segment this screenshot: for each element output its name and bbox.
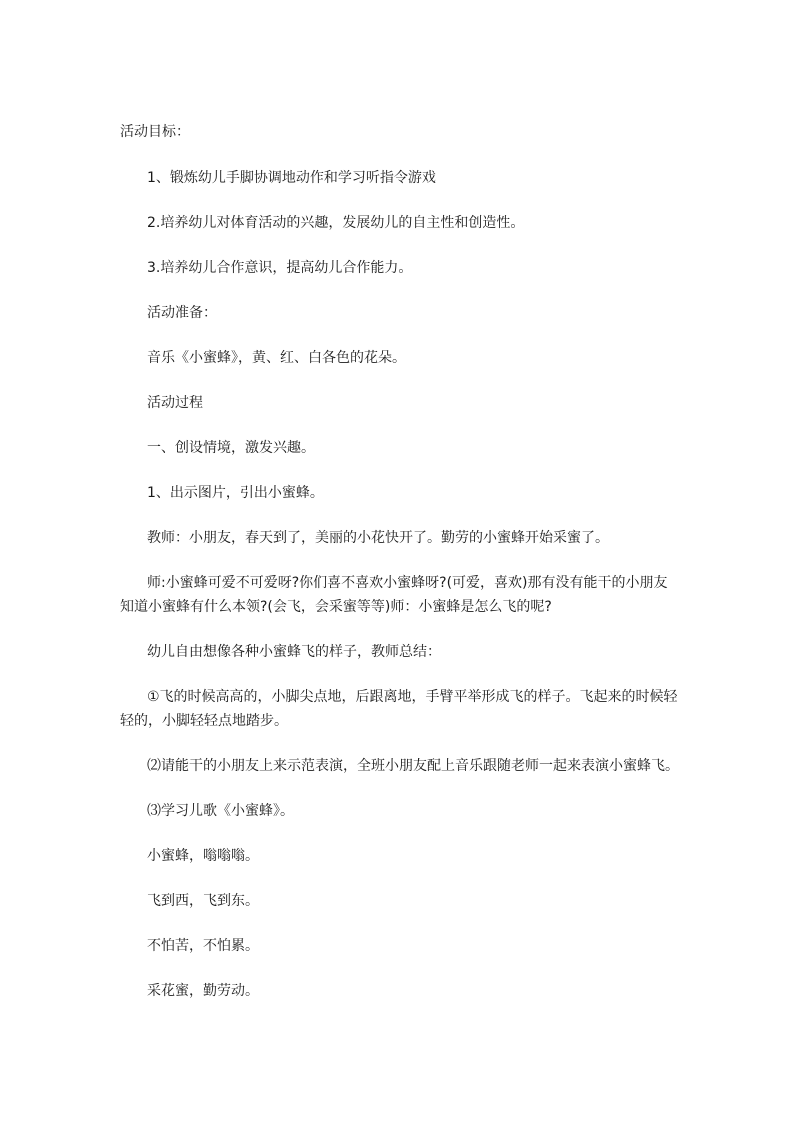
- song-line-2: 飞到西，飞到东。: [147, 893, 259, 909]
- teacher-dialogue-1: 教师：小朋友，春天到了，美丽的小花快开了。勤劳的小蜜蜂开始采蜜了。: [147, 530, 609, 546]
- goal-item-3: 3.培养幼儿合作意识，提高幼儿合作能力。: [147, 260, 413, 276]
- teacher-dialogue-2-line-2: 知道小蜜蜂有什么本领?(会飞，会采蜜等等)师：小蜜蜂是怎么飞的呢?: [120, 599, 552, 615]
- summary-point-1-line-1: ①飞的时候高高的，小脚尖点地，后跟离地，手臂平举形成飞的样子。飞起来的时候轻: [147, 689, 678, 705]
- section-heading-process: 活动过程: [147, 395, 203, 411]
- section-heading-preparation: 活动准备：: [147, 305, 217, 321]
- song-line-4: 采花蜜，勤劳动。: [147, 983, 259, 999]
- song-line-1: 小蜜蜂，嗡嗡嗡。: [147, 848, 259, 864]
- step-heading-1: 一、创设情境，激发兴趣。: [147, 440, 315, 456]
- teacher-dialogue-2-line-1: 师:小蜜蜂可爱不可爱呀?你们喜不喜欢小蜜蜂呀?(可爱，喜欢)那有没有能干的小朋友: [147, 575, 668, 591]
- summary-point-3: ⑶学习儿歌《小蜜蜂》。: [147, 803, 294, 819]
- song-line-3: 不怕苦，不怕累。: [147, 938, 259, 954]
- step-item-1: 1、出示图片，引出小蜜蜂。: [147, 485, 324, 501]
- goal-item-1: 1、锻炼幼儿手脚协调地动作和学习听指令游戏: [147, 170, 436, 186]
- summary-point-2: ⑵请能干的小朋友上来示范表演，全班小朋友配上音乐跟随老师一起来表演小蜜蜂飞。: [147, 758, 679, 774]
- summary-point-1-line-2: 轻的，小脚轻轻点地踏步。: [120, 713, 288, 729]
- children-imagine-text: 幼儿自由想像各种小蜜蜂飞的样子，教师总结：: [147, 644, 441, 660]
- section-heading-goals: 活动目标：: [120, 124, 190, 140]
- goal-item-2: 2.培养幼儿对体育活动的兴趣，发展幼儿的自主性和创造性。: [147, 215, 525, 231]
- preparation-text: 音乐《小蜜蜂》，黄、红、白各色的花朵。: [147, 350, 406, 366]
